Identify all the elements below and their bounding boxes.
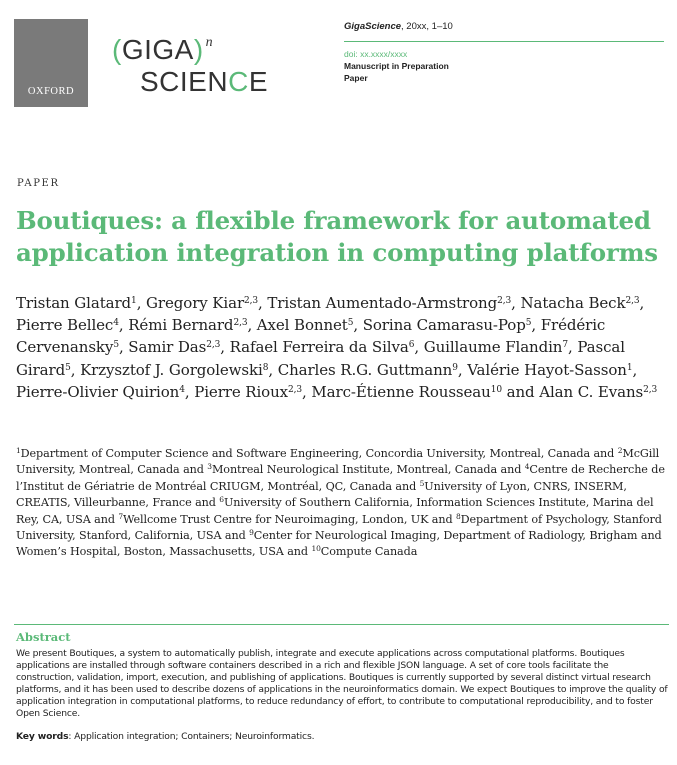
author-name: Valérie Hayot-Sasson xyxy=(467,360,627,379)
affiliation-text: University of Lyon, CNRS, INSERM, CREATIS, Villeurbanne, France xyxy=(16,479,627,510)
affiliation-number: 1 xyxy=(16,446,21,455)
author xyxy=(230,338,415,356)
author-name: Axel Bonnet xyxy=(256,316,348,335)
author-affiliation-marker: 2,3 xyxy=(643,384,658,395)
author-name: Pascal Girard xyxy=(16,338,625,379)
affiliation-number: 8 xyxy=(456,511,461,521)
author-affiliation-marker: 2,3 xyxy=(244,296,259,306)
author xyxy=(363,316,532,334)
journal-issue: , 20xx, 1–10 xyxy=(401,21,453,32)
author-name: Pierre Rioux xyxy=(194,382,289,401)
affiliation-text: Center for Neurological Imaging, Department of Radiology, Brigham and Women’s Hospital, Boston, Massachusetts, USA xyxy=(16,529,662,559)
author-name: Pierre Bellec xyxy=(16,316,114,335)
author xyxy=(194,383,302,401)
author xyxy=(16,294,137,312)
affiliation-text: Department of Computer Science and Software Engineering, Concordia University, Montreal, Canada xyxy=(20,447,591,460)
article-type: Paper xyxy=(344,73,368,83)
oxford-logo-text: OXFORD xyxy=(27,86,75,97)
journal-header xyxy=(344,21,664,84)
author xyxy=(146,294,258,312)
author-name: Krzysztof J. Gorgolewski xyxy=(80,360,263,379)
author xyxy=(257,316,354,334)
keywords: Key words: Application integration; Containers; Neuroinformatics. xyxy=(16,730,315,742)
author-name: Rémi Bernard xyxy=(128,316,234,335)
author-name: Frédéric Cervenansky xyxy=(16,316,606,357)
author-affiliation-marker: 7 xyxy=(562,340,569,351)
author-affiliation-marker: 5 xyxy=(347,318,354,329)
section-label: PAPER xyxy=(17,178,60,189)
author xyxy=(278,361,458,379)
logo-line-science: SCIENCE xyxy=(140,66,268,97)
author-affiliation-marker: 2,3 xyxy=(233,318,248,329)
author-name: Samir Das xyxy=(128,338,207,357)
author xyxy=(16,316,119,334)
oxford-logo xyxy=(14,19,88,107)
author-affiliation-marker: 4 xyxy=(179,384,185,395)
author-affiliation-marker: 2,3 xyxy=(206,340,221,351)
affiliation-number: 3 xyxy=(207,462,212,472)
affiliation-text: Wellcome Trust Centre for Neuroimaging, London, UK xyxy=(123,512,429,526)
author-name: Gregory Kiar xyxy=(146,294,245,312)
author-affiliation-marker: 5 xyxy=(113,340,119,351)
author-affiliation-marker: 2,3 xyxy=(497,296,512,306)
author-name: Rafael Ferreira da Silva xyxy=(229,338,409,357)
affiliation-text: McGill University, Montreal, Canada xyxy=(16,447,660,477)
affiliation xyxy=(207,463,497,476)
author-affiliation-marker: 4 xyxy=(113,318,119,329)
affiliation-text: Centre de Recherche de l’Institut de Gériatrie de Montréal CRIUGM, Montréal, QC, Canada xyxy=(16,463,665,493)
logo-line-giga: (GIGA) $^n$ xyxy=(112,34,214,65)
abstract-section xyxy=(14,624,669,742)
manuscript-status: Manuscript in Preparation xyxy=(344,61,449,71)
affiliation-text: Montreal Neurological Institute, Montreal, Canada xyxy=(211,463,498,477)
author xyxy=(16,383,185,401)
author-name: Pierre-Olivier Quirion xyxy=(16,382,180,401)
author-name: Natacha Beck xyxy=(520,294,626,312)
author-affiliation-marker: 8 xyxy=(262,362,269,373)
author-affiliation-marker: 6 xyxy=(408,340,415,351)
author xyxy=(539,383,657,401)
author-name: Sorina Camarasu-Pop xyxy=(362,316,526,335)
affiliation-number: 6 xyxy=(219,495,224,505)
affiliation-number: 7 xyxy=(118,511,124,521)
paper-title: Boutiques: a flexible framework for automated application integration in computing platforms xyxy=(16,206,658,267)
affiliation-number: 10 xyxy=(311,544,321,554)
author xyxy=(80,361,268,379)
author-name: Alan C. Evans xyxy=(539,382,644,401)
author-affiliation-marker: 1 xyxy=(131,296,137,306)
author-name: Guillaume Flandin xyxy=(423,338,563,357)
author xyxy=(128,338,220,356)
author xyxy=(311,383,502,401)
affiliation-number: 5 xyxy=(419,478,425,488)
affiliation xyxy=(16,447,590,460)
affiliation-text: Department of Psychology, Stanford University, Stanford, California, USA xyxy=(16,512,662,543)
affiliation xyxy=(118,513,428,526)
author-list: Tristan Glatard$^1$, Gregory Kiar$^{2,3}$, Tristan Aumentado-Armstrong$^{2,3}$, Natacha Beck$^{2,3}$, Pierre Bellec$^4$, Rémi Bernard$^{2,3}$, Axel Bonnet$^5$, Sorina Camarasu-Pop$^5$, Frédéric Cervenansky$^5$, Samir Das$^{2,3}$, Rafael Ferreira da Silva$^6$, Guillaume Flandin$^7$, Pascal Girard$^5$, Krzysztof J. Gorgolewski$^8$, Charles R.G. Guttmann$^9$, Valérie Hayot-Sasson$^1$, Pierre-Olivier Quirion$^4$, Pierre Rioux$^{2,3}$, Marc-Étienne Rousseau$^{10}$ and Alan C. Evans$^{2,3}$ xyxy=(16,294,658,401)
author xyxy=(267,294,511,312)
doi: doi: xx.xxxx/xxxx xyxy=(344,49,408,59)
author-affiliation-marker: 1 xyxy=(626,362,633,373)
gigascience-logo xyxy=(112,30,282,102)
keywords-value: Application integration; Containers; Neuroinformatics. xyxy=(74,730,315,742)
abstract-heading: Abstract xyxy=(16,630,71,644)
author-affiliation-marker: 9 xyxy=(452,362,458,373)
author-affiliation-marker: 2,3 xyxy=(288,384,303,395)
journal-name: GigaScience xyxy=(344,21,402,32)
author xyxy=(128,316,247,334)
affiliation-number: 4 xyxy=(524,462,530,472)
author-name: Tristan Aumentado-Armstrong xyxy=(267,294,498,312)
author-name: Tristan Glatard xyxy=(16,294,132,312)
affiliation-text: University of Southern California, Information Sciences Institute, Marina del Rey, CA, USA xyxy=(16,496,654,526)
affiliation-text: Compute Canada xyxy=(320,545,418,559)
author-affiliation-marker: 5 xyxy=(65,362,71,373)
affiliation-number: 2 xyxy=(617,446,623,455)
author xyxy=(467,361,632,379)
journal-citation xyxy=(344,21,664,42)
author-affiliation-marker: 2,3 xyxy=(625,296,640,306)
author xyxy=(520,294,639,312)
affiliation-list: $^1$Department of Computer Science and Software Engineering, Concordia University, Montreal, Canada and $^2$McGill University, Montreal, Canada and $^3$Montreal Neurological Institute, Montreal, Canada and $^4$Centre de Recherche de l’Institut de Gériatrie de Montréal CRIUGM, Montréal, QC, Canada and $^5$University of Lyon, CNRS, INSERM, CREATIS, Villeurbanne, France and $^6$University of Southern California, Information Sciences Institute, Marina del Rey, CA, USA and $^7$Wellcome Trust Centre for Neuroimaging, London, UK and $^8$Department of Psychology, Stanford University, Stanford, California, USA and $^9$Center for Neurological Imaging, Department of Radiology, Brigham and Women’s Hospital, Boston, Massachusetts, USA and $^{10}$Compute Canada xyxy=(16,446,665,559)
abstract-text: We present Boutiques, a system to automatically publish, integrate and execute applications across computational platforms. Boutiques applications are installed through software containers described in a rich and flexible JSON language. A set of core tools facilitate the construction, validation, import, execution, and publishing of applications. Boutiques is currently supported by several distinct virtual research platforms, and it has been used to describe dozens of applications in the neuroinformatics domain. We expect Boutiques to improve the quality of application integration in computational platforms, to reduce redundancy of effort, to contribute to computational reproducibility, and to foster Open Science. xyxy=(16,648,668,720)
author-name: Marc-Étienne Rousseau xyxy=(311,382,491,401)
author-name: Charles R.G. Guttmann xyxy=(277,360,453,379)
author xyxy=(424,338,568,356)
affiliation xyxy=(311,545,417,558)
keywords-label: Key words xyxy=(16,730,69,742)
author-affiliation-marker: 5 xyxy=(525,318,532,329)
article-meta xyxy=(344,48,664,84)
author-affiliation-marker: 10 xyxy=(490,384,502,395)
affiliation-number: 9 xyxy=(249,528,254,538)
